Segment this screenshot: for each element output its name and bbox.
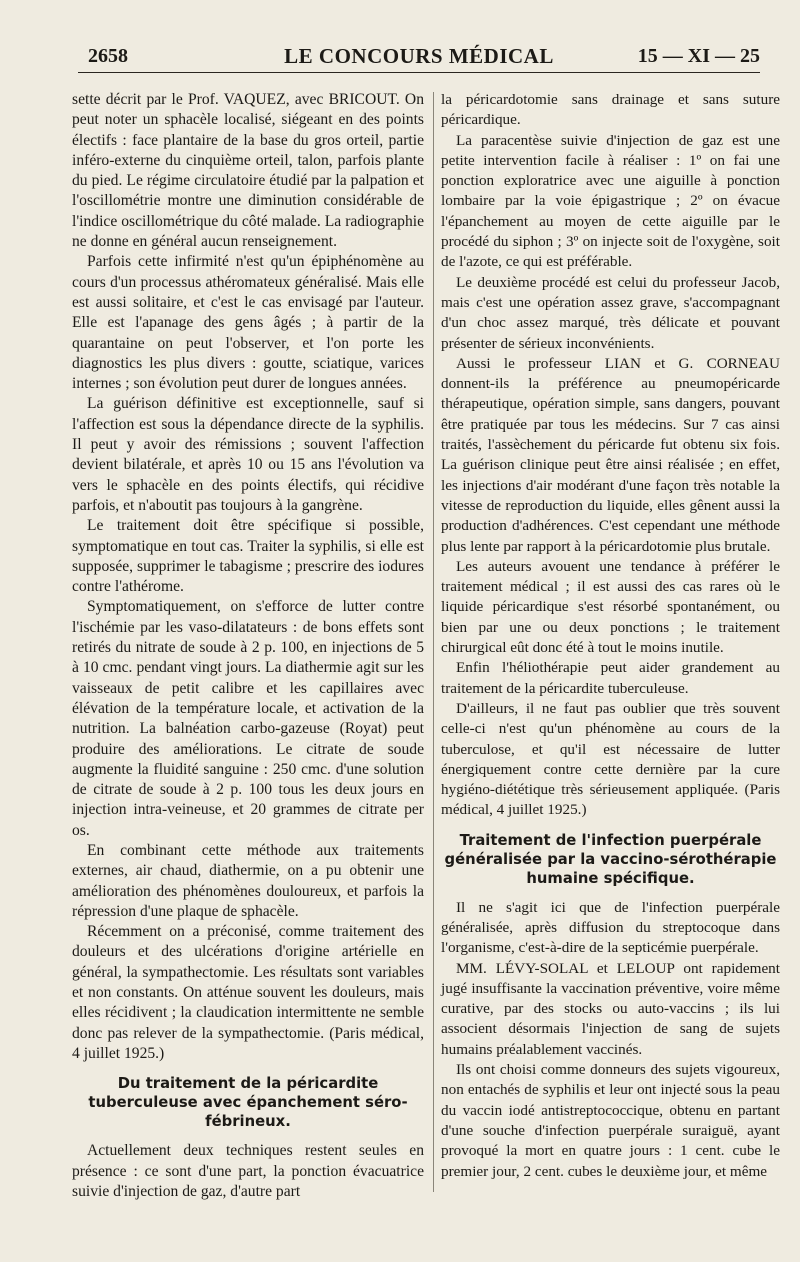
paragraph: Parfois cette infirmité n'est qu'un épiphénomène au cours d'un processus athéromateux généralisé. Mais elle est aussi solitaire, et c'est le cas envisagé par l'auteur. Elle est l'apanage des gens âgés ; à partir de la quarantaine on peut l'observer, et l'on porte les diagnostics les plus divers : goutte, sciatique, varices internes ; son évolution peut durer de longues années. xyxy=(72,253,424,393)
section-heading: Du traitement de la péricardite tuberculeuse avec épanchement séro-fébrineux. xyxy=(88,1075,408,1131)
left-column xyxy=(72,90,424,1202)
paragraph: En combinant cette méthode aux traitements externes, air chaud, diathermie, on a pu obtenir une amélioration des phénomènes douloureux, et parfois la répression d'une plaque de sphacèle. xyxy=(72,841,424,920)
header-rule xyxy=(78,72,760,73)
page-number: 2658 xyxy=(88,45,128,67)
paragraph: MM. LÉVY-SOLAL et LELOUP ont rapidement jugé insuffisante la vaccination préventive, voire même curative, par des stocks ou auto-vaccins ; ils lui associent désormais l'injection de sang de sujets humains préalablement vaccinés. xyxy=(441,959,780,1058)
column-divider xyxy=(433,92,434,1192)
section-heading: Traitement de l'infection puerpérale généralisée par la vaccino-sérothérapie humaine spécifique. xyxy=(444,831,777,887)
paragraph: Le deuxième procédé est celui du professeur Jacob, mais c'est une opération assez grave, s'accompagnant d'un choc assez marqué, très délicate et pouvant présenter de sérieux inconvénients. xyxy=(441,273,780,352)
paragraph: Ils ont choisi comme donneurs des sujets vigoureux, non entachés de syphilis et leur ont injecté sous la peau du vaccin iodé antistreptococcique, obtenu en partant d'une souche d'infection puerpérale suraiguë, ayant provoqué la mort en quatre jours : 1 cent. cube le premier jour, 2 cent. cubes le deuxième jour, et même xyxy=(441,1061,780,1180)
paragraph: Le traitement doit être spécifique si possible, symptomatique en tout cas. Traiter la syphilis, si elle est supposée, supprimer le tabagisme ; prescrire des iodures contre l'athérome. xyxy=(72,517,424,596)
issue-date: 15 — XI — 25 xyxy=(637,45,760,67)
paragraph: Aussi le professeur LIAN et G. CORNEAU donnent-ils la préférence au pneumopéricarde thérapeutique, opération simple, sans dangers, pouvant être pratiquée par tous les médecins. Sur 7 cas ainsi traités, l'assèchement du péricarde fut obtenu six fois. La guérison clinique peut être ainsi réalisée ; en effet, les injections d'air modérant d'une façon très notable la vitesse de reproduction du liquide, elles gênent aussi la production d'adhérences. C'est cependant une méthode plus lente par rapport à la péricardotomie plus brutale. xyxy=(441,354,780,555)
paragraph: Les auteurs avouent une tendance à préférer le traitement médical ; il est aussi des cas rares où le liquide péricardique s'est résorbé spontanément, ou bien par une ou deux ponctions ; le traitement chirurgical eût donc été à tout le moins inutile. xyxy=(441,557,780,657)
paragraph: Actuellement deux techniques restent seules en présence : ce sont d'une part, la ponction évacuatrice suivie d'injection de gaz, d'autre part xyxy=(72,1142,424,1200)
page-header xyxy=(78,40,760,74)
right-column xyxy=(441,90,780,1182)
journal-title: LE CONCOURS MÉDICAL xyxy=(284,44,554,68)
paragraph: la péricardotomie sans drainage et sans suture péricardique. xyxy=(441,91,780,129)
paragraph: Enfin l'héliothérapie peut aider grandement au traitement de la péricardite tuberculeuse. xyxy=(441,659,780,697)
paragraph: Il ne s'agit ici que de l'infection puerpérale généralisée, après diffusion du streptocoque dans l'organisme, c'est-à-dire de la septicémie puerpérale. xyxy=(441,898,780,957)
paragraph: La paracentèse suivie d'injection de gaz est une petite intervention facile à réaliser : 1º on fai une ponction exploratrice avec une aiguille à ponction lombaire par la voie épigastrique ; 2º on évacue l'épanchement au moyen de cette aiguille par le procédé du siphon ; 3º on injecte soit de l'oxygène, soit de l'azote, ce qui est préférable. xyxy=(441,131,780,271)
paragraph: Symptomatiquement, on s'efforce de lutter contre l'ischémie par les vaso-dilatateurs : de bons effets sont retirés du nitrate de soude à 2 p. 100, en injections de 5 à 10 cmc. pendant vingt jours. La diathermie agit sur les vaisseaux de petit calibre et les capillaires avec élévation de la température locale, et activation de la nutrition. La balnéation carbo-gazeuse (Royat) peut produire des améliorations. Le citrate de soude augmente la fluidité sanguine : 250 cmc. d'une solution de citrate de soude à 2 p. 100 tous les deux jours en injection intra-veineuse, et 20 grammes de citrate per os. xyxy=(72,598,424,839)
paragraph: La guérison définitive est exceptionnelle, sauf si l'affection est sous la dépendance directe de la syphilis. Il peut y avoir des rémissions ; souvent l'affection devient bilatérale, et après 10 ou 15 ans l'évolution va vers le sphacèle en des points électifs, qui récidive parfois, et n'aboutit pas toujours à la gangrène. xyxy=(72,395,424,514)
paragraph: Récemment on a préconisé, comme traitement des douleurs et des ulcérations d'origine artérielle en général, la sympathectomie. Les résultats sont variables et non constants. On atténue souvent les douleurs, mais elles récidivent ; la claudication intermittente ne semble donc pas relever de la sympathectomie. (Paris médical, 4 juillet 1925.) xyxy=(72,923,424,1062)
paragraph: sette décrit par le Prof. VAQUEZ, avec BRICOUT. On peut noter un sphacèle localisé, siégeant en des points électifs : face plantaire de la base du gros orteil, partie inféro-externe du cinquième orteil, talon, parfois plante du pied. Le régime circulatoire étudié par la palpation et l'oscillométrie montre une diminution considérable de l'indice oscillométrique du côté malade. La radiographie ne donne en général aucun renseignement. xyxy=(72,91,424,251)
paragraph: D'ailleurs, il ne faut pas oublier que très souvent celle-ci n'est qu'un phénomène au cours de la tuberculose, et qu'il est nécessaire de lutter énergiquement contre cette dernière par la cure hygiéno-diététique très sérieusement appliquée. (Paris médical, 4 juillet 1925.) xyxy=(441,699,780,819)
